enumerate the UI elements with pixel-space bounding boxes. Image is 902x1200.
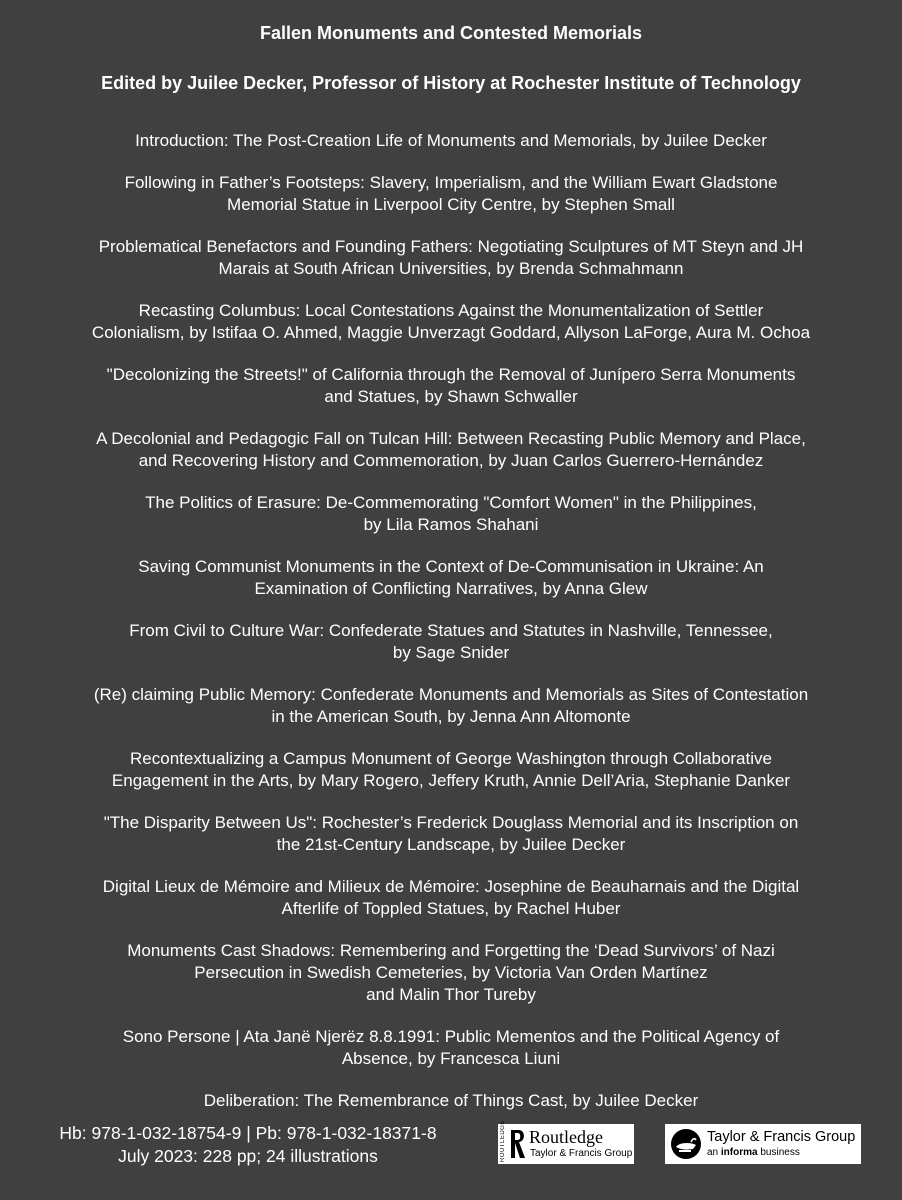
chapter-line: Sono Persone | Ata Janë Njerëz 8.8.1991: Public Mementos and the Political Agency of <box>122 1027 780 1046</box>
routledge-subtitle: Taylor & Francis Group <box>530 1148 633 1159</box>
chapter-line: Following in Father’s Footsteps: Slavery, Imperialism, and the William Ewart Gladstone <box>124 173 778 192</box>
chapter-entry <box>0 1090 902 1112</box>
chapter-line: Digital Lieux de Mémoire and Milieux de Mémoire: Josephine de Beauharnais and the Digital <box>102 877 800 896</box>
chapter-entry <box>0 236 902 280</box>
chapter-line: Introduction: The Post-Creation Life of Monuments and Memorials, by Juilee Decker <box>135 131 767 150</box>
chapter-line: Problematical Benefactors and Founding Fathers: Negotiating Sculptures of MT Steyn and JH <box>98 237 804 256</box>
chapter-entry <box>0 172 902 216</box>
taylor-francis-logo <box>665 1124 861 1164</box>
chapter-line: (Re) claiming Public Memory: Confederate Monuments and Memorials as Sites of Contestation <box>93 685 809 704</box>
chapter-line: Persecution in Swedish Cemeteries, by Victoria Van Orden Martínez <box>194 963 708 982</box>
chapter-line: From Civil to Culture War: Confederate Statues and Statutes in Nashville, Tennessee, <box>129 621 773 640</box>
chapter-entry <box>0 364 902 408</box>
date-pages-line: July 2023: 228 pp; 24 illustrations <box>118 1146 378 1166</box>
routledge-r-icon <box>508 1127 528 1161</box>
chapter-entry <box>0 940 902 1006</box>
chapter-entry <box>0 300 902 344</box>
chapter-entry <box>0 492 902 536</box>
chapter-line: Absence, by Francesca Liuni <box>341 1049 561 1068</box>
chapter-line: and Malin Thor Tureby <box>366 985 536 1004</box>
chapter-entry <box>0 130 902 152</box>
chapter-line: The Politics of Erasure: De-Commemorating "Comfort Women" in the Philippines, <box>145 493 757 512</box>
chapter-entry <box>0 876 902 920</box>
chapter-line: "The Disparity Between Us": Rochester’s Frederick Douglass Memorial and its Inscription on <box>103 813 799 832</box>
chapter-line: Afterlife of Toppled Statues, by Rachel Huber <box>281 899 621 918</box>
taylor-francis-subtitle: an informa business <box>707 1147 800 1158</box>
chapter-line: Recasting Columbus: Local Contestations Against the Monumentalization of Settler <box>138 301 764 320</box>
chapter-line: Examination of Conflicting Narratives, by Anna Glew <box>254 579 648 598</box>
chapter-line: A Decolonial and Pedagogic Fall on Tulcan Hill: Between Recasting Public Memory and Place, <box>96 429 806 448</box>
chapter-line: in the American South, by Jenna Ann Altomonte <box>271 707 631 726</box>
editor-line: Edited by Juilee Decker, Professor of History at Rochester Institute of Technology <box>101 73 801 93</box>
contents-list <box>0 130 902 1132</box>
chapter-line: Recontextualizing a Campus Monument of George Washington through Collaborative <box>130 749 772 768</box>
chapter-entry <box>0 748 902 792</box>
taylor-francis-lamp-icon <box>669 1128 703 1160</box>
taylor-francis-name: Taylor & Francis Group <box>707 1129 856 1145</box>
chapter-line: "Decolonizing the Streets!" of California through the Removal of Junípero Serra Monuments <box>106 365 796 384</box>
chapter-entry <box>0 684 902 728</box>
chapter-line: the 21st-Century Landscape, by Juilee Decker <box>276 835 626 854</box>
chapter-line: Memorial Statue in Liverpool City Centre, by Stephen Small <box>227 195 675 214</box>
chapter-line: Colonialism, by Istifaa O. Ahmed, Maggie Unverzagt Goddard, Allyson LaForge, Aura M. Ochoa <box>91 323 811 342</box>
chapter-line: Engagement in the Arts, by Mary Rogero, Jeffery Kruth, Annie Dell’Aria, Stephanie Danker <box>111 771 791 790</box>
chapter-line: by Sage Snider <box>392 643 510 662</box>
routledge-side-text: ROUTLEDGE <box>500 1120 506 1162</box>
publication-details <box>28 1122 468 1168</box>
chapter-line: Deliberation: The Remembrance of Things Cast, by Juilee Decker <box>203 1091 699 1110</box>
chapter-line: Monuments Cast Shadows: Remembering and Forgetting the ‘Dead Survivors’ of Nazi <box>127 941 775 960</box>
chapter-entry <box>0 812 902 856</box>
book-title: Fallen Monuments and Contested Memorials <box>259 23 643 43</box>
chapter-entry <box>0 556 902 600</box>
chapter-entry <box>0 1026 902 1070</box>
chapter-entry <box>0 620 902 664</box>
chapter-line: Marais at South African Universities, by Brenda Schmahmann <box>218 259 684 278</box>
chapter-line: by Lila Ramos Shahani <box>363 515 539 534</box>
chapter-line: and Recovering History and Commemoration, by Juan Carlos Guerrero-Hernández <box>138 451 764 470</box>
chapter-line: Saving Communist Monuments in the Context of De-Communisation in Ukraine: An <box>138 557 764 576</box>
routledge-logo <box>498 1120 634 1164</box>
routledge-name: Routledge <box>529 1127 603 1147</box>
chapter-line: and Statues, by Shawn Schwaller <box>324 387 578 406</box>
isbn-line: Hb: 978-1-032-18754-9 | Pb: 978-1-032-18371-8 <box>59 1123 437 1143</box>
chapter-entry <box>0 428 902 472</box>
